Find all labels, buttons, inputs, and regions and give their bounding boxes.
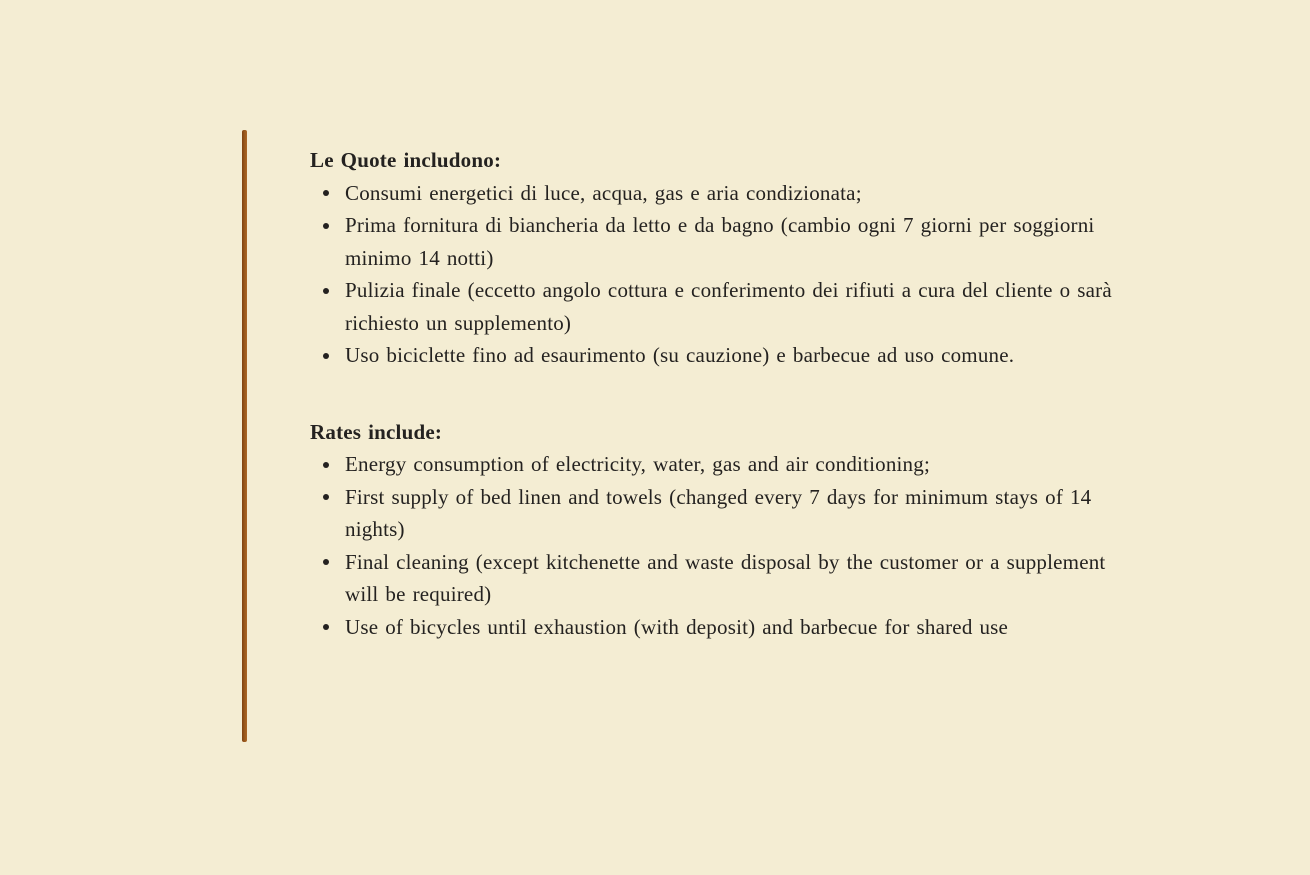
bullet-list-english	[310, 448, 1130, 643]
section-rates-english	[310, 416, 1130, 644]
list-item: Use of bicycles until exhaustion (with deposit) and barbecue for shared use	[310, 611, 1125, 644]
quote-card	[242, 130, 1162, 643]
list-item: Uso biciclette fino ad esaurimento (su cauzione) e barbecue ad uso comune.	[310, 339, 1125, 372]
left-accent-bar	[242, 130, 247, 742]
list-item: Pulizia finale (eccetto angolo cottura e conferimento dei rifiuti a cura del cliente o sarà richiesto un supplemento)	[310, 274, 1125, 339]
bullet-list-italian	[310, 177, 1130, 372]
text-column	[310, 130, 1130, 643]
list-item: First supply of bed linen and towels (changed every 7 days for minimum stays of 14 nights)	[310, 481, 1125, 546]
list-item: Prima fornitura di biancheria da letto e da bagno (cambio ogni 7 giorni per soggiorni minimo 14 notti)	[310, 209, 1125, 274]
section-rates-italian	[310, 144, 1130, 372]
section-heading-english: Rates include:	[310, 419, 443, 444]
section-heading-italian: Le Quote includono:	[310, 148, 502, 172]
list-item: Final cleaning (except kitchenette and waste disposal by the customer or a supplement will be required)	[310, 546, 1125, 611]
list-item: Consumi energetici di luce, acqua, gas e aria condizionata;	[310, 177, 1125, 210]
list-item: Energy consumption of electricity, water, gas and air conditioning;	[310, 448, 1125, 481]
